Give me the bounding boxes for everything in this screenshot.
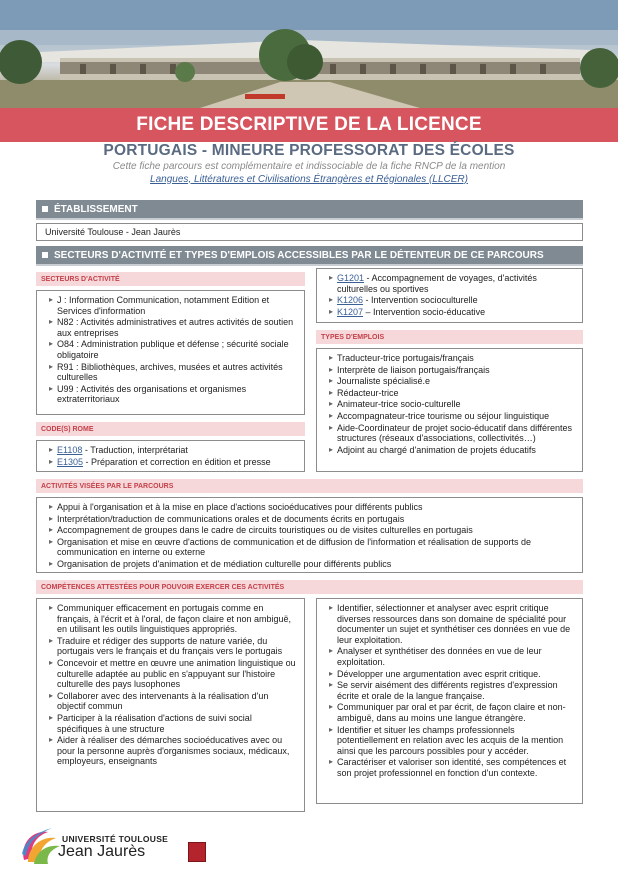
- rome-box: [36, 440, 305, 472]
- square-bullet-icon: [42, 252, 48, 258]
- list-item: ▸ Organisation de projets d'animation et de médiation culturelle pour différents publics: [49, 559, 576, 570]
- list-item: ▸ Adjoint au chargé d'animation de projets éducatifs: [329, 445, 576, 456]
- rome-text: – Intervention socio-éducative: [363, 306, 486, 317]
- list-item: ▸ Accompagnement de groupes dans le cadre de circuits touristiques ou de visites culturelles en portugais: [49, 525, 576, 536]
- list-item: ▸ Interprétation/traduction de communications orales et de documents écrits en portugais: [49, 514, 576, 525]
- rome-code-link[interactable]: E1108: [57, 445, 83, 455]
- list-item: ▸ Collaborer avec des intervenants à la réalisation d'un objectif commun: [49, 691, 298, 712]
- list-item: ▸ Rédacteur-trice: [329, 388, 576, 399]
- rome-text: - Préparation et correction en édition et presse: [83, 456, 271, 467]
- square-bullet-icon: [42, 206, 48, 212]
- secteurs-list: [49, 295, 298, 405]
- list-item: [49, 457, 298, 468]
- campus-photo: [0, 0, 618, 108]
- list-item: ▸ Aider à réaliser des démarches socioéducatives avec ou pour la personne auprès d'organismes sociaux, médicaux, employeurs, enseignants: [49, 735, 298, 767]
- label-competences: COMPÉTENCES ATTESTÉES POUR POUVOIR EXERCER CES ACTIVITÉS: [36, 580, 583, 594]
- rome-code-link[interactable]: K1207: [337, 306, 364, 317]
- list-item: ▸ R91 : Bibliothèques, archives, musées et autres activités culturelles: [49, 362, 298, 383]
- title-band: [0, 108, 618, 142]
- list-item: ▸ Organisation et mise en œuvre d'actions de communication et de diffusion de l'information et réalisation de supports de communication en interne ou externe: [49, 537, 576, 558]
- list-item: ▸ O84 : Administration publique et défense ; sécurité sociale obligatoire: [49, 339, 298, 360]
- etablissement-value: [36, 223, 583, 241]
- seal-icon: [188, 842, 206, 862]
- emplois-box: [316, 348, 583, 472]
- list-item: ▸ Développer une argumentation avec esprit critique.: [329, 669, 576, 680]
- list-item: [329, 273, 576, 294]
- list-item: ▸ Se servir aisément des différents registres d'expression écrite et orale de la langue française.: [329, 680, 576, 701]
- list-item: ▸ Caractériser et valoriser son identité, ses compétences et son projet professionnel en fonction d'un contexte.: [329, 757, 576, 778]
- section-heading: ÉTABLISSEMENT: [54, 203, 138, 215]
- list-item: ▸ Animateur-trice socio-culturelle: [329, 399, 576, 410]
- list-item: ▸ Identifier et situer les champs professionnels potentiellement en relation avec les acquis de la mention ainsi que les parcours possibles pour y accéder.: [329, 725, 576, 757]
- logo-university-text: UNIVERSITÉ TOULOUSE: [62, 834, 169, 844]
- rome-text: - Traduction, interprétariat: [82, 445, 188, 455]
- rome-box-right: [316, 268, 583, 323]
- list-item: ▸ Analyser et synthétiser des données en vue de leur exploitation.: [329, 646, 576, 667]
- list-item: ▸ Interprète de liaison portugais/français: [329, 365, 576, 376]
- logo-name-text: Jean Jaurès: [58, 843, 146, 860]
- list-item: ▸ Aide-Coordinateur de projet socio-éducatif dans différentes structures (réseaux d'associations, collectivités…): [329, 423, 576, 444]
- list-item: ▸ Appui à l'organisation et à la mise en place d'actions socioéducatives pour différents publics: [49, 502, 576, 513]
- intro-line: Cette fiche parcours est complémentaire et indissociable de la fiche RNCP de la mention: [112, 161, 506, 172]
- etablissement-text: Université Toulouse - Jean Jaurès: [45, 227, 181, 237]
- section-heading: SECTEURS D'ACTIVITÉ ET TYPES D'EMPLOIS ACCESSIBLES PAR LE DÉTENTEUR DE CE PARCOURS: [54, 249, 544, 261]
- list-item: ▸ Identifier, sélectionner et analyser avec esprit critique diverses ressources dans son domaine de spécialité pour documenter un sujet et synthétiser ces données en vue de leur exploitation.: [329, 603, 576, 645]
- list-item: [329, 307, 576, 318]
- label-secteurs: SECTEURS D'ACTIVITÉ: [36, 272, 305, 286]
- list-item: ▸ Participer à la réalisation d'actions de suivi social spécifiques à une structure: [49, 713, 298, 734]
- list-item: ▸ J : Information Communication, notamment Edition et Services d'information: [49, 295, 298, 316]
- section-etablissement: [36, 200, 583, 220]
- activites-list: [49, 502, 576, 570]
- page-subtitle: PORTUGAIS - MINEURE PROFESSORAT DES ÉCOLES: [103, 142, 515, 159]
- label-emplois: TYPES D'EMPLOIS: [316, 330, 583, 344]
- list-item: ▸ Journaliste spécialisé.e: [329, 376, 576, 387]
- list-item: ▸ N82 : Activités administratives et autres activités de soutien aux entreprises: [49, 317, 298, 338]
- rome-list: [49, 445, 298, 467]
- list-item: ▸ Traducteur-trice portugais/français: [329, 353, 576, 364]
- list-item: ▸ Communiquer par oral et par écrit, de façon claire et non-ambiguë, dans au moins une langue étrangère.: [329, 702, 576, 723]
- rome-code-link[interactable]: E1305: [57, 456, 84, 467]
- competences-list-right: [329, 603, 576, 779]
- page-title: FICHE DESCRIPTIVE DE LA LICENCE: [136, 114, 482, 135]
- activites-box: [36, 497, 583, 573]
- rome-list-right: [329, 273, 576, 317]
- rome-text: - Accompagnement de voyages, d'activités culturelles ou sportives: [337, 273, 537, 294]
- list-item: ▸ U99 : Activités des organisations et organismes extraterritoriaux: [49, 384, 298, 405]
- label-activites: ACTIVITÉS VISÉES PAR LE PARCOURS: [36, 479, 583, 493]
- intro-text: [0, 161, 618, 186]
- university-logo: [18, 824, 208, 868]
- rome-code-link[interactable]: G1201: [337, 273, 365, 283]
- competences-box-left: [36, 598, 305, 812]
- competences-list-left: [49, 603, 298, 767]
- secteurs-box: [36, 290, 305, 415]
- list-item: ▸ Traduire et rédiger des supports de nature variée, du portugais vers le français et du français vers le portugais: [49, 636, 298, 657]
- label-rome: CODE(S) ROME: [36, 422, 305, 436]
- llcer-link[interactable]: Langues, Littératures et Civilisations Étrangères et Régionales (LLCER): [150, 173, 468, 185]
- rome-code-link[interactable]: K1206: [337, 295, 364, 306]
- rome-text: - Intervention socioculturelle: [363, 295, 478, 306]
- list-item: ▸ Accompagnateur-trice tourisme ou séjour linguistique: [329, 411, 576, 422]
- section-secteurs-emplois: [36, 246, 583, 266]
- list-item: ▸ Communiquer efficacement en portugais comme en français, à l'écrit et à l'oral, de façon claire et non ambiguë, en utilisant les outils linguistiques appropriés.: [49, 603, 298, 635]
- list-item: [329, 295, 576, 306]
- list-item: ▸ Concevoir et mettre en œuvre une animation linguistique ou culturelle adaptée au public en s'appuyant sur l'histoire culturelle des pays lusophones: [49, 658, 298, 690]
- logo-swirl-icon: [18, 824, 62, 868]
- list-item: [49, 445, 298, 456]
- emplois-list: [329, 353, 576, 455]
- competences-box-right: [316, 598, 583, 804]
